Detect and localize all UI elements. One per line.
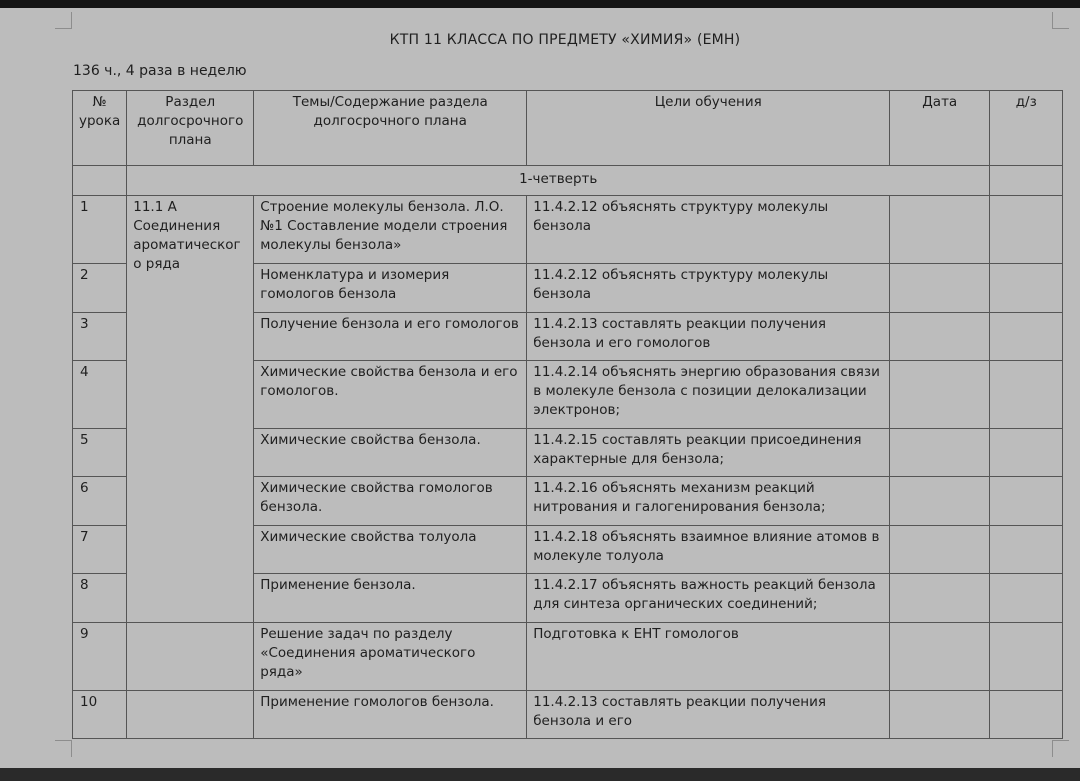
header-topics: Темы/Содержание раздела долгосрочного плана (254, 91, 527, 166)
lesson-topic: Строение молекулы бензола. Л.О.№1 Составление модели строения молекулы бензола» (254, 196, 527, 264)
header-lesson-number: № урока (73, 91, 127, 166)
header-homework: д/з (990, 91, 1063, 166)
crop-mark-bottom-right (1052, 740, 1069, 757)
lesson-date (890, 196, 990, 264)
lesson-homework (990, 526, 1063, 574)
lesson-homework (990, 429, 1063, 477)
lesson-topic: Применение бензола. (254, 574, 527, 623)
lesson-number: 2 (73, 264, 127, 313)
lesson-date (890, 623, 990, 691)
section-empty (127, 623, 254, 691)
lesson-goal: 11.4.2.13 составлять реакции получения бензола и его (527, 691, 890, 739)
crop-mark-top-right (1052, 12, 1069, 29)
lesson-homework (990, 361, 1063, 429)
document-title: КТП 11 КЛАССА ПО ПРЕДМЕТУ «ХИМИЯ» (ЕМН) (389, 32, 741, 48)
lesson-homework (990, 574, 1063, 623)
lesson-number: 1 (73, 196, 127, 264)
lesson-number: 6 (73, 477, 127, 526)
lesson-topic: Получение бензола и его гомологов (254, 313, 527, 361)
quarter-label: 1-четверть (127, 166, 990, 196)
lesson-homework (990, 691, 1063, 739)
table-row (73, 691, 1063, 739)
bottom-frame-bar (0, 768, 1080, 781)
lesson-homework (990, 477, 1063, 526)
quarter-row (73, 166, 1063, 196)
lesson-goal: 11.4.2.16 объяснять механизм реакций нитрования и галогенирования бензола; (527, 477, 890, 526)
lesson-plan-table (72, 90, 1063, 739)
lesson-goal: 11.4.2.18 объяснять взаимное влияние атомов в молекуле толуола (527, 526, 890, 574)
table-header-row (73, 91, 1063, 166)
lesson-homework (990, 623, 1063, 691)
lesson-date (890, 477, 990, 526)
lesson-date (890, 691, 990, 739)
lesson-goal: 11.4.2.15 составлять реакции присоединения характерные для бензола; (527, 429, 890, 477)
header-date: Дата (890, 91, 990, 166)
lesson-topic: Химические свойства гомологов бензола. (254, 477, 527, 526)
lesson-date (890, 526, 990, 574)
lesson-number: 10 (73, 691, 127, 739)
hours-per-week: 136 ч., 4 раза в неделю (73, 63, 247, 79)
lesson-topic: Химические свойства бензола. (254, 429, 527, 477)
crop-mark-top-left (55, 12, 72, 29)
lesson-date (890, 264, 990, 313)
table-row (73, 623, 1063, 691)
table-row (73, 196, 1063, 264)
lesson-date (890, 313, 990, 361)
lesson-goal: Подготовка к ЕНТ гомологов (527, 623, 890, 691)
lesson-topic: Применение гомологов бензола. (254, 691, 527, 739)
lesson-topic: Решение задач по разделу «Соединения ароматического ряда» (254, 623, 527, 691)
document-page (0, 8, 1080, 768)
lesson-number: 4 (73, 361, 127, 429)
lesson-homework (990, 313, 1063, 361)
lesson-number: 3 (73, 313, 127, 361)
lesson-goal: 11.4.2.17 объяснять важность реакций бензола для синтеза органических соединений; (527, 574, 890, 623)
lesson-date (890, 361, 990, 429)
lesson-number: 5 (73, 429, 127, 477)
header-section: Раздел долгосрочного плана (127, 91, 254, 166)
lesson-topic: Химические свойства толуола (254, 526, 527, 574)
crop-mark-bottom-left (55, 740, 72, 757)
lesson-homework (990, 264, 1063, 313)
lesson-topic: Номенклатура и изомерия гомологов бензола (254, 264, 527, 313)
lesson-date (890, 574, 990, 623)
lesson-goal: 11.4.2.13 составлять реакции получения бензола и его гомологов (527, 313, 890, 361)
lesson-goal: 11.4.2.12 объяснять структуру молекулы бензола (527, 264, 890, 313)
header-goals: Цели обучения (527, 91, 890, 166)
section-name: 11.1 А Соединения ароматическог о ряда (127, 196, 254, 623)
lesson-topic: Химические свойства бензола и его гомологов. (254, 361, 527, 429)
lesson-number: 7 (73, 526, 127, 574)
lesson-number: 8 (73, 574, 127, 623)
top-frame-bar (0, 0, 1080, 8)
lesson-goal: 11.4.2.12 объяснять структуру молекулы бензола (527, 196, 890, 264)
section-empty (127, 691, 254, 739)
lesson-date (890, 429, 990, 477)
lesson-goal: 11.4.2.14 объяснять энергию образования связи в молекуле бензола с позиции делокализации электронов; (527, 361, 890, 429)
lesson-number: 9 (73, 623, 127, 691)
lesson-homework (990, 196, 1063, 264)
